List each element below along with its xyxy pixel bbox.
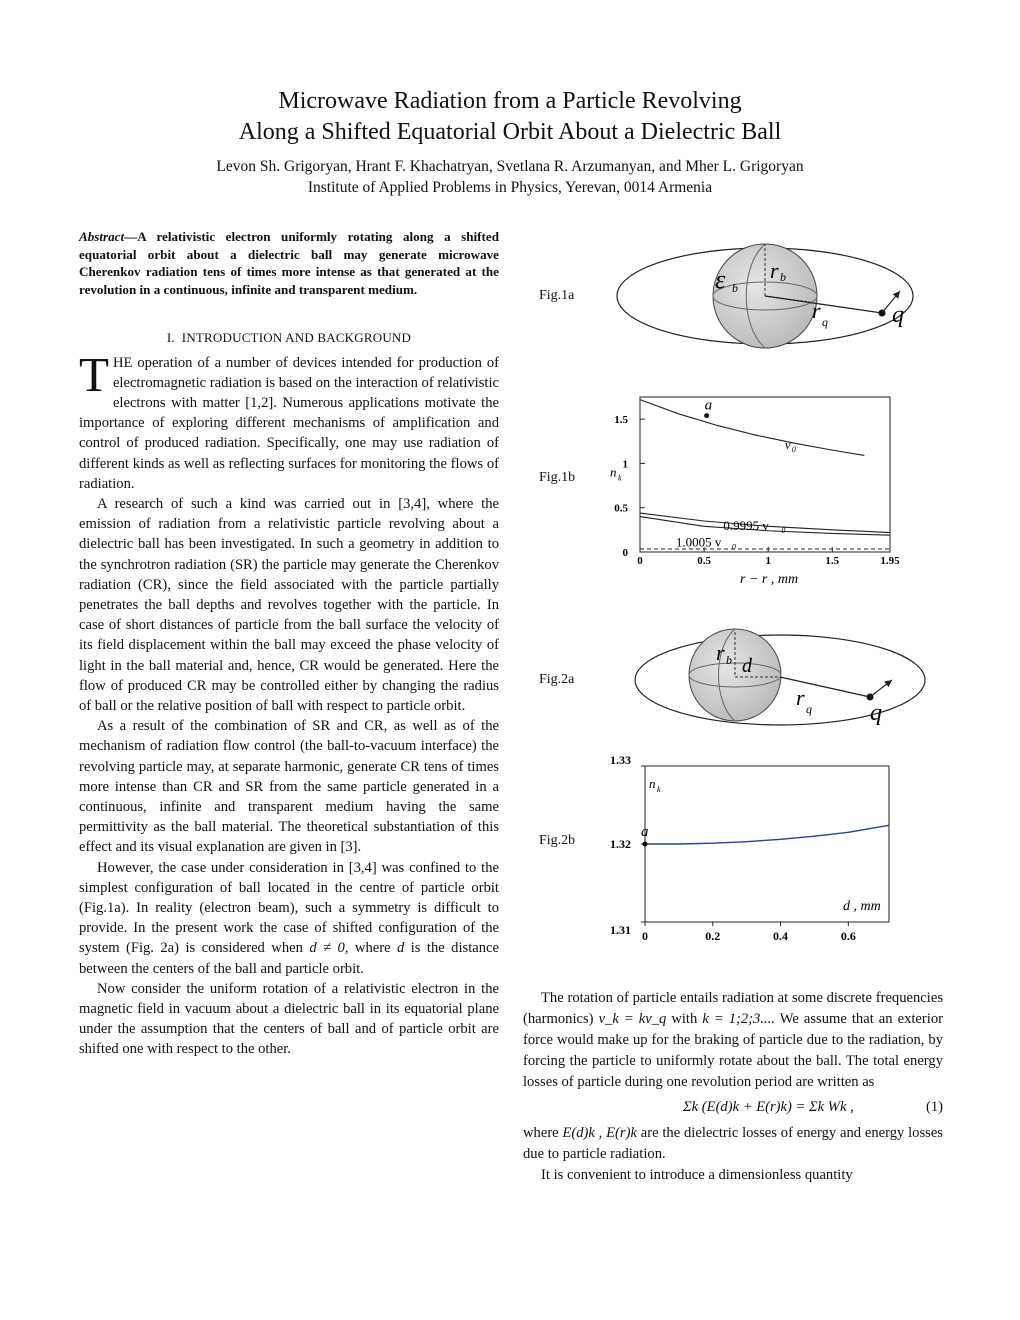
- fig1a-label: Fig.1a: [539, 288, 575, 303]
- curve-label-a: a: [704, 397, 713, 414]
- rb-sub: b: [780, 270, 786, 284]
- energy-symbols: E(d)k , E(r)k: [562, 1125, 637, 1141]
- affiliation: Institute of Applied Problems in Physics, Yerevan, 0014 Armenia: [307, 179, 713, 196]
- y-tick-label: 1.5: [614, 414, 628, 427]
- point-a: [643, 842, 648, 847]
- right-p1-with: with: [666, 1011, 703, 1027]
- fig2a-label: Fig.2a: [539, 672, 575, 687]
- label-10005: 1.0005 v: [675, 534, 722, 550]
- p4-text-c: is the distance between the centers of the ball and particle orbit.: [79, 940, 500, 977]
- x-tick-label: 1.5: [825, 555, 840, 567]
- rb-symbol: r: [716, 640, 725, 665]
- y-tick-label: 1.31: [610, 923, 631, 937]
- right-p1-text-b: We assume that an exterior force would make up for the braking of particle due to the radiation, by forcing the particle to uniformly rotate about the ball. The total energy losses of particle during one revolution period are written as: [523, 1011, 943, 1090]
- rq-symbol: r: [812, 298, 821, 323]
- intro-paragraph-4: [79, 858, 499, 979]
- intro-paragraph-1: [79, 346, 499, 494]
- section-number: I.: [166, 330, 175, 346]
- x-axis-label: r − r , mm: [740, 572, 799, 587]
- y-tick-label: 1.33: [610, 753, 631, 767]
- series-line-0: [640, 397, 864, 456]
- fig1b-chart: [600, 385, 910, 595]
- label-v0: v: [784, 436, 791, 452]
- fig2b-label: Fig.2b: [539, 833, 576, 848]
- k-values: k = 1;2;3....: [702, 1011, 775, 1027]
- x-tick-label: 0: [637, 555, 643, 567]
- fig1a-diagram: [600, 236, 930, 376]
- intro-p1-text: HE operation of a number of devices intended for production of electromagnetic radiation is based on the interaction of relativistic electrons with matter [1,2]. Numerous applications motivate the importance of exploring different mechanisms of amplification and control of produced radiation. Specifically, one may use radiation of different kinds as well as reflecting surfaces for monitoring the flows of radiation.: [79, 354, 499, 492]
- label-v0-sub: 0: [791, 444, 796, 454]
- x-tick-label: 0.4: [773, 929, 789, 943]
- y-axis-label-sub: k: [657, 785, 661, 794]
- fig1b-label: Fig.1b: [539, 470, 576, 485]
- authors: Levon Sh. Grigoryan, Hrant F. Khachatryan, Svetlana R. Arzumanyan, and Mher L. Grigoryan: [216, 158, 804, 175]
- rq-sub: q: [806, 702, 812, 716]
- velocity-arrow: [870, 680, 892, 697]
- y-tick-label: 1: [622, 458, 628, 471]
- fig2b-chart: [595, 752, 905, 952]
- abstract-text: A relativistic electron uniformly rotating along a shifted equatorial orbit about a dielectric ball may generate microwave Cherenkov radiation tens of times more intense as that generated at the revolution in a continuous, infinite and transparent medium.: [79, 229, 499, 297]
- left-column: [79, 228, 499, 1060]
- x-tick-label: 0: [642, 929, 648, 943]
- p4-d-neq-0: d ≠ 0: [309, 940, 345, 957]
- right-paragraph-3: It is convenient to introduce a dimensionless quantity: [541, 1167, 853, 1183]
- rq-line: [780, 677, 870, 697]
- harmonic-eq: ν_k = kν_q: [598, 1011, 667, 1027]
- right-paragraph-1: [523, 988, 943, 1093]
- y-axis-label-sub: k: [618, 473, 622, 483]
- rb-sub: b: [726, 653, 732, 667]
- q-symbol: q: [870, 700, 882, 726]
- p4-text-a: However, the case under consideration in [3,4] was confined to the simplest configuration of ball located in the centre of particle orbit (Fig.1a). In reality (electron beam), such a symmetry is difficult to provide. In the present work the case of shifted configuration of the system (Fig. 2a) is considered when: [79, 859, 499, 957]
- equation-1: [523, 1093, 943, 1123]
- x-tick-label: 0.6: [840, 929, 856, 943]
- y-axis-label: n: [649, 776, 656, 791]
- rq-sub: q: [822, 315, 828, 329]
- point-a: [704, 413, 709, 418]
- p4-text-b: , where: [344, 940, 398, 957]
- label-09995: 0.9995 v: [723, 517, 769, 533]
- curve-label-a: a: [641, 824, 649, 840]
- abstract-label: Abstract: [79, 229, 125, 244]
- intro-paragraph-5: Now consider the uniform rotation of a relativistic electron in the magnetic field in vacuum about a dielectric ball in its equatorial plane under the assumption that the centers of ball and of particle orbit are shifted one with respect to the other.: [79, 980, 499, 1058]
- series-line-a: [645, 825, 889, 844]
- rb-symbol: r: [770, 258, 779, 283]
- label-10005-sub: 0: [731, 542, 736, 552]
- y-tick-label: 1.32: [610, 837, 631, 851]
- x-axis-label: d , mm: [843, 899, 881, 914]
- y-axis-label: n: [610, 464, 617, 480]
- right-p1-text-a: The rotation of particle entails radiation at some discrete frequencies (harmonics): [523, 990, 943, 1027]
- y-tick-label: 0.5: [614, 502, 628, 515]
- paper-title-line1: Microwave Radiation from a Particle Revolving: [278, 88, 742, 114]
- intro-paragraph-3: As a result of the combination of SR and CR, as well as of the mechanism of radiation flow control (the ball-to-vacuum interface) the revolving particle may, at separate harmonic, generate CR tens of times more intense than CR and SR from the same particle generated in a continuous, infinite and transparent medium having the same permittivity as the ball material. The theoretical substantiation of this effect and its visual explanation are given in [3].: [79, 718, 499, 856]
- paper-title-line2: Along a Shifted Equatorial Orbit About a Dielectric Ball: [238, 119, 782, 145]
- rq-symbol: r: [796, 685, 805, 710]
- x-tick-label: 0.2: [705, 929, 721, 943]
- abstract: Abstract—A relativistic electron uniformly rotating along a shifted equatorial orbit about a dielectric ball may generate microwave Cherenkov radiation tens of times more intense as that generated at the revolution in a continuous, infinite and transparent medium.: [79, 229, 499, 297]
- label-09995-sub: 0: [781, 525, 786, 535]
- d-symbol: d: [742, 655, 752, 677]
- section-heading: [79, 328, 499, 348]
- x-tick-label: 1.95: [880, 555, 900, 567]
- where-text-b: are the dielectric losses of energy and energy losses due to particle radiation.: [523, 1125, 943, 1162]
- equation-body: Σk (E(d)k + E(r)k) = Σk Wk ,: [683, 1099, 854, 1115]
- intro-paragraph-2: A research of such a kind was carried out in [3,4], where the emission of radiation from a relativistic particle revolving about a dielectric ball has been investigated. In such a geometry in addition to the synchrotron radiation (SR) the particle may generate the Cherenkov radiation (CR), since the field associated with the particle partially penetrates the ball depths and revolves together with the particle. In case of short distances of particle from the ball surface the velocity of its field displacement within the ball may exceed the phase velocity of light in the ball material and, hence, CR would be generated. Here the flow of produced CR may be controlled either by changing the radius of ball or the relative position of ball with respect to particle orbit.: [79, 496, 499, 715]
- where-text-a: where: [523, 1125, 563, 1141]
- eps-sub: b: [732, 281, 738, 295]
- right-paragraph-2: [523, 1123, 943, 1165]
- eps-symbol: ε: [715, 265, 726, 294]
- equation-number: (1): [925, 1099, 943, 1115]
- fig2a-diagram: [600, 620, 930, 740]
- drop-cap: T: [79, 346, 109, 402]
- x-tick-label: 0.5: [697, 555, 711, 567]
- q-symbol: q: [892, 302, 904, 328]
- section-title: INTRODUCTION AND BACKGROUND: [181, 330, 412, 346]
- y-tick-label: 0: [622, 547, 628, 559]
- x-tick-label: 1: [765, 555, 771, 567]
- p4-d: d: [397, 940, 405, 957]
- right-column: [523, 988, 943, 1186]
